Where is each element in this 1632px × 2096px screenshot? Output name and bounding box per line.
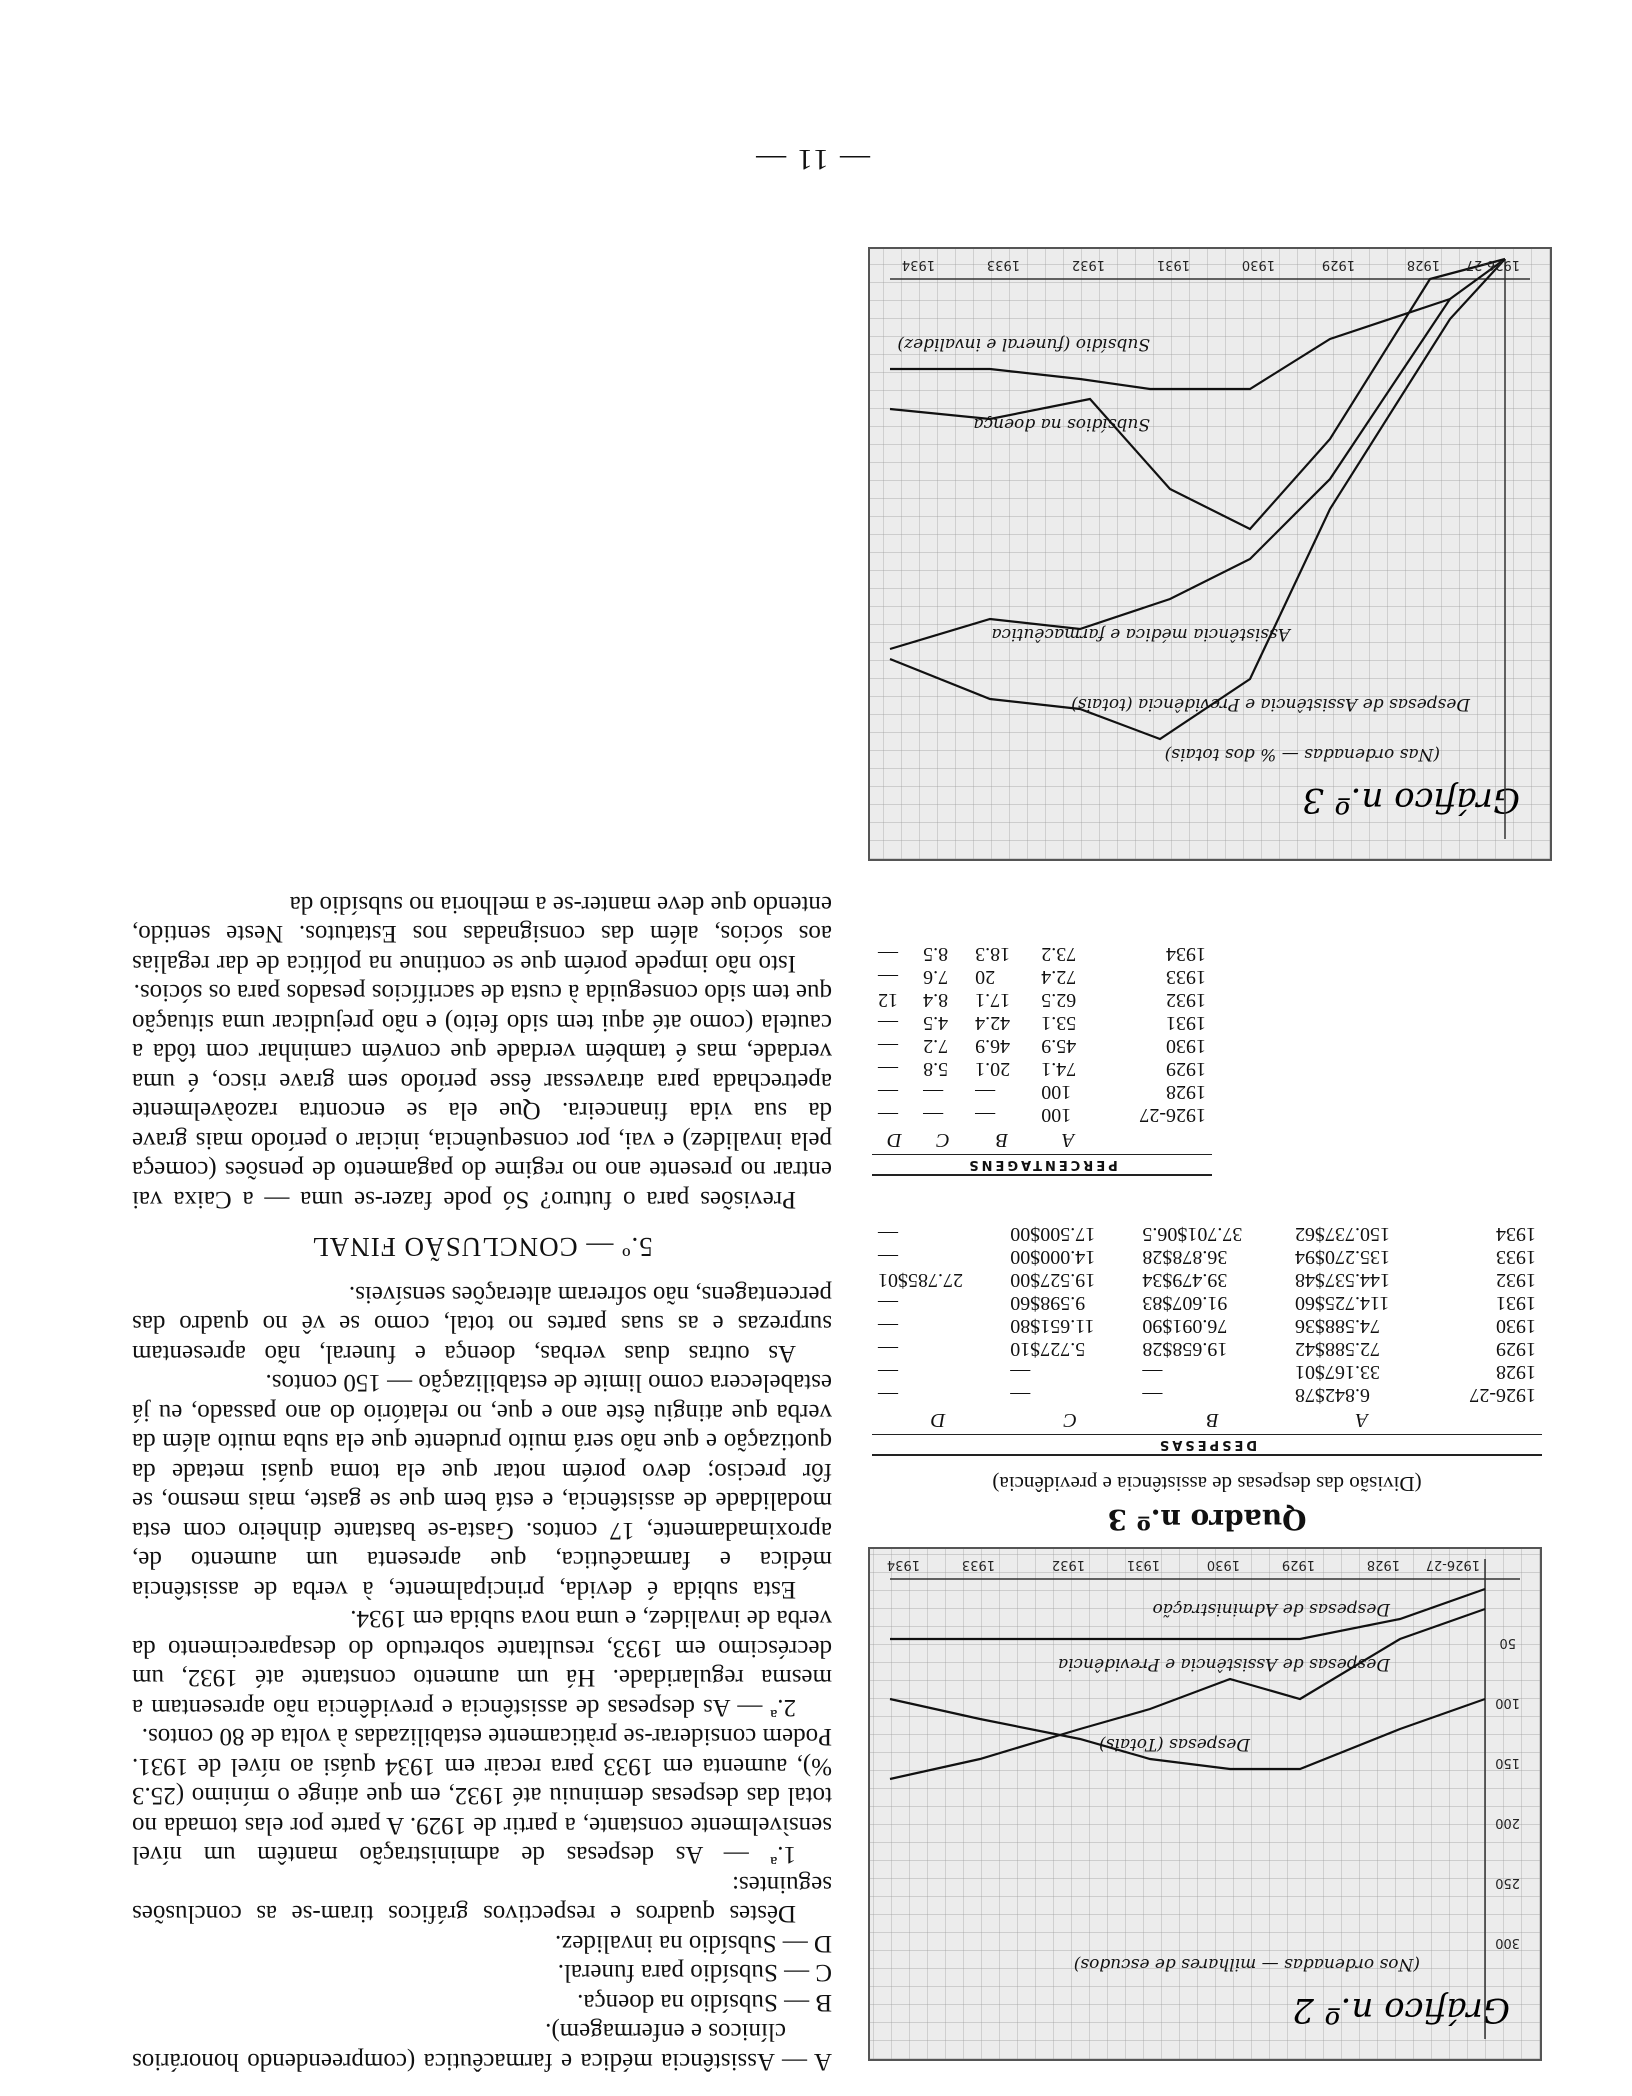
table-cell-d: — [878, 1384, 898, 1406]
paragraph: Isto não impede porém que se continue na política de dar regalias aos sócios, além das consignadas nos Estatutos. Neste sentido, entendo que deve manter-se a melhoria no subsídio da [132, 891, 832, 977]
table-cell-c: 7.6 [923, 966, 949, 988]
graph-2-ytick: 150 [1495, 1755, 1520, 1770]
table-cell-b: 39.479$34 [1142, 1269, 1228, 1291]
table-cell-d: — [878, 1315, 898, 1337]
table-row [872, 942, 1212, 965]
graph-3-year: 1929 [1321, 257, 1355, 272]
graph-2-ytick: 300 [1495, 1935, 1520, 1950]
table-cell-year: 1929 [1496, 1338, 1536, 1360]
table-cell-b: — [975, 1081, 996, 1103]
table-row [872, 965, 1212, 988]
graph-3-label-totais: Despesas de Assistência e Previdência (totais) [1071, 694, 1470, 714]
table-row [872, 1291, 1542, 1314]
table-cell-a: 74.588$36 [1295, 1315, 1380, 1337]
table-cell-d: — [878, 1058, 898, 1080]
paragraph: As outras duas verbas, doença e funeral, não apresentam surprezas e as suas partes no total, como se vê no quadro das percentagens, não sofreram alterações sensíveis. [132, 1281, 832, 1367]
table-cell-year: 1928 [1496, 1361, 1536, 1383]
table-cell-year: 1934 [1496, 1223, 1536, 1245]
table-cell-b: 36.878$28 [1142, 1246, 1228, 1268]
table-cell-d: — [878, 1338, 898, 1360]
table-cell-d: — [878, 1292, 898, 1314]
quadro-subtitle: (Divisão das despesas de assistência e previdência) [992, 1472, 1422, 1496]
graph-3-label-doenca: Subsídios na doença [973, 414, 1150, 434]
graph-3-year: 1932 [1071, 257, 1105, 272]
table-cell-d: — [878, 1081, 898, 1103]
table-cell-year: 1930 [1496, 1315, 1536, 1337]
table-cell-d: — [878, 943, 898, 965]
graph-2-ytick: 50 [1499, 1635, 1516, 1650]
graph-3-year: 1934 [901, 257, 935, 272]
table-cell-c: — [923, 1104, 944, 1126]
table-cell-year: 1926-27 [1139, 1104, 1206, 1126]
table-cell-d: 27.785$01 [878, 1269, 963, 1291]
quadro-title: Quadro n.º 3 [1107, 1503, 1307, 1536]
graph-2-year: 1930 [1206, 1557, 1240, 1572]
graph-2-subtitle: (Nos ordenadas — milhares de escudos) [1073, 1954, 1420, 1974]
paragraph: C — Subsídio para funeral. [557, 1959, 832, 1987]
table-cell-year: 1931 [1166, 1012, 1206, 1034]
graph-3-year: 1931 [1156, 257, 1190, 272]
table-cell-b: 42.4 [975, 1012, 1011, 1034]
table-row [872, 1383, 1542, 1406]
table-cell-year: 1933 [1496, 1246, 1536, 1268]
table-cell-year: 1931 [1496, 1292, 1536, 1314]
table-cell-a: 100 [1041, 1081, 1072, 1103]
graph-3-subtitle: (Nas ordenadas — % dos totais) [1164, 744, 1440, 764]
table-cell-c: 8.5 [923, 943, 949, 965]
table-row [872, 1314, 1542, 1337]
table-cell-b: 91.607$83 [1142, 1292, 1228, 1314]
table-row [872, 1245, 1542, 1268]
paragraph: B — Subsídio na doença. [577, 1989, 832, 2016]
graph-2-ytick: 100 [1495, 1695, 1520, 1710]
table-cell-c: 8.4 [923, 989, 949, 1011]
table-cell-a: 135.270$94 [1295, 1246, 1390, 1268]
table-cell-a: 100 [1041, 1104, 1072, 1126]
table-cell-d: — [878, 1035, 898, 1057]
table-row [872, 1337, 1542, 1360]
table-cell-a: 45.9 [1041, 1035, 1077, 1057]
graph-2-year: 1929 [1281, 1557, 1315, 1572]
table-cell-c: 9.598$60 [1010, 1292, 1086, 1314]
table-cell-a: 72.588$42 [1295, 1338, 1380, 1360]
table-cell-b: 18.3 [975, 943, 1011, 965]
table-cell-c: 5.8 [923, 1058, 949, 1080]
table-cell-a: 73.2 [1041, 943, 1077, 965]
percentagens-caption: PERCENTAGENS [966, 1157, 1118, 1172]
table-cell-c: 7.2 [923, 1035, 949, 1057]
graph-3-year: 1926-27 [1465, 257, 1520, 272]
table-cell-d: 12 [878, 989, 898, 1011]
table-cell-b: 17.1 [975, 989, 1011, 1011]
paragraph: Dêstes quadros e respectivos gráficos tiram-se as conclusões seguintes: [132, 1871, 832, 1928]
graph-2-year: 1933 [961, 1557, 995, 1572]
graph-2 [868, 1547, 1542, 2061]
despesas-table [872, 1222, 1542, 1456]
despesas-caption: DESPESAS [1156, 1437, 1258, 1452]
table-cell-d: — [878, 1012, 898, 1034]
graph-3-year: 1930 [1241, 257, 1275, 272]
graph-2-year: 1931 [1126, 1557, 1160, 1572]
graph-2-label-administracao: Despesas de Administração [1152, 1599, 1390, 1619]
percentagens-table [872, 942, 1212, 1176]
table-cell-year: 1932 [1166, 989, 1206, 1011]
table-cell-a: 72.4 [1041, 966, 1077, 988]
table-cell-d: — [878, 1223, 898, 1245]
col-header: A [1355, 1409, 1369, 1431]
table-row [872, 1057, 1212, 1080]
table-row [872, 1034, 1212, 1057]
table-cell-year: 1934 [1166, 943, 1206, 965]
table-cell-d: — [878, 1104, 898, 1126]
table-cell-b: — [975, 1104, 996, 1126]
text-column [132, 890, 832, 2077]
table-cell-d: — [878, 1361, 898, 1383]
table-cell-c: — [1010, 1361, 1031, 1383]
table-cell-b: 76.091$90 [1142, 1315, 1228, 1337]
graph-2-year: 1934 [886, 1557, 920, 1572]
table-cell-year: 1930 [1166, 1035, 1206, 1057]
table-row [872, 1080, 1212, 1103]
paragraph: A — Assistência médica e farmacêutica (compreendendo honorários clínicos e enfermagem). [132, 2018, 832, 2075]
table-cell-b: 46.9 [975, 1035, 1011, 1057]
graph-3-title: Gráfico n.º 3 [1302, 780, 1520, 820]
table-cell-year: 1926-27 [1469, 1384, 1536, 1406]
graph-2-title: Gráfico n.º 2 [1292, 1990, 1510, 2030]
graph-2-plot [870, 1549, 1540, 2059]
table-cell-c: 17.500$00 [1010, 1223, 1096, 1245]
graph-3-plot [870, 249, 1550, 859]
table-cell-b: 20.1 [975, 1058, 1011, 1080]
graph-2-year: 1926-27 [1425, 1557, 1480, 1572]
table-cell-c: — [923, 1081, 944, 1103]
table-cell-year: 1928 [1166, 1081, 1206, 1103]
paragraph: D — Subsídio na invalidez. [554, 1930, 832, 1957]
table-cell-b: 37.701$06.5 [1142, 1223, 1243, 1245]
paragraph: 1.ª — As despesas de administração mantêm um nível sensìvelmente constante, a partir de 1929. A parte por elas tomada no total das despesas deminuiu até 1932, em que atinge o mínimo (25.3 %), aumenta em 1933 para recair em 1934 quási ao nível de 1931. Podem considerar-se pràticamente estabilizadas à volta de 80 contos. [132, 1723, 832, 1869]
paragraph: Esta subida é devida, principalmente, à verba de assistência médica e farmacêutica, que apresenta um aumento de, aproximadamente, 17 contos. Gasta-se bastante dinheiro com esta modalidade de assistência, e está bem que se gaste, mais mesmo, se fôr preciso; devo porém notar que ela toma quási metade da quotização e que não será muito prudente que ela suba muito além da verba que atingiu êste ano e que, no relatório do ano passado, eu já estabelecera como limite de estabilização — 150 contos. [132, 1369, 832, 1603]
table-cell-a: 150.737$62 [1295, 1223, 1390, 1245]
graph-2-ytick: 200 [1495, 1815, 1520, 1830]
table-cell-year: 1933 [1166, 966, 1206, 988]
table-row [872, 1360, 1542, 1383]
table-row [872, 988, 1212, 1011]
table-cell-c: 4.5 [923, 1012, 949, 1034]
graph-2-ytick: 250 [1495, 1875, 1520, 1890]
table-cell-d: — [878, 1246, 898, 1268]
col-header: D [930, 1409, 946, 1431]
section-heading: 5.º — CONCLUSÃO FINAL [311, 1232, 653, 1263]
graph-2-year: 1928 [1366, 1557, 1400, 1572]
graph-3-year: 1933 [986, 257, 1020, 272]
page-number: — 11 — [754, 143, 870, 176]
col-header: B [996, 1129, 1009, 1151]
col-header: D [887, 1129, 902, 1151]
table-cell-a: 6.842$78 [1295, 1384, 1370, 1406]
table-row [872, 1103, 1212, 1126]
graph-2-year: 1932 [1051, 1557, 1085, 1572]
table-cell-a: 114.725$60 [1295, 1292, 1390, 1314]
table-cell-c: 11.651$80 [1010, 1315, 1095, 1337]
paragraph: 2.ª — As despesas de assistência e previdência não apresentam a mesma regularidade. Há um aumento constante até 1932, um decréscimo em 1933, resultante sobretudo do desaparecimento da verba de invalidez, e uma nova subida em 1934. [132, 1605, 832, 1721]
table-row [872, 1268, 1542, 1291]
table-cell-d: — [878, 966, 898, 988]
table-cell-c: 5.727$10 [1010, 1338, 1086, 1360]
paragraph: Previsões para o futuro? Só pode fazer-se uma — a Caixa vai entrar no presente ano no regime do pagamento de pensões (começa pela invalidez) e vai, por consequência, iniciar o período mais grave da sua vida financeira. Que ela se encontra razoàvelmente apetrechada para atravessar êsse período sem grave risco, é uma verdade, mas é também verdade que convém caminhar com tôda a cautela (como até aqui tem sido feito) e não prejudicar uma situação que tem sido conseguida à custa de sacrifícios pesados para os sócios. [132, 979, 832, 1213]
table-cell-c: — [1010, 1384, 1031, 1406]
table-cell-a: 53.1 [1041, 1012, 1077, 1034]
graph-3-label-subsidio: Subsídio (funeral e invalidez) [897, 334, 1150, 354]
col-header: A [1062, 1129, 1075, 1151]
table-row [872, 1011, 1212, 1034]
table-cell-a: 144.537$48 [1295, 1269, 1390, 1291]
table-cell-year: 1932 [1496, 1269, 1536, 1291]
table-cell-c: 14.000$00 [1010, 1246, 1096, 1268]
table-cell-year: 1929 [1166, 1058, 1206, 1080]
table-cell-a: 33.167$01 [1295, 1361, 1380, 1383]
table-cell-b: — [1142, 1361, 1163, 1383]
table-row [872, 1222, 1542, 1245]
graph-3-year: 1928 [1406, 257, 1440, 272]
col-header: C [936, 1129, 950, 1151]
table-cell-b: 20 [975, 966, 996, 988]
table-cell-c: 19.527$00 [1010, 1269, 1096, 1291]
graph-2-label-totais: Despesas (Totais) [1099, 1734, 1250, 1754]
table-cell-b: 19.658$28 [1142, 1338, 1228, 1360]
table-cell-b: — [1142, 1384, 1163, 1406]
col-header: B [1206, 1409, 1219, 1431]
graph-2-label-assistencia: Despesas de Assistência e Previdência [1057, 1654, 1390, 1674]
table-cell-a: 74.1 [1041, 1058, 1077, 1080]
col-header: C [1063, 1409, 1077, 1431]
table-cell-a: 62.5 [1041, 989, 1077, 1011]
graph-3 [868, 247, 1552, 861]
graph-3-label-medica: Assistência médica e farmacêutica [991, 624, 1290, 644]
